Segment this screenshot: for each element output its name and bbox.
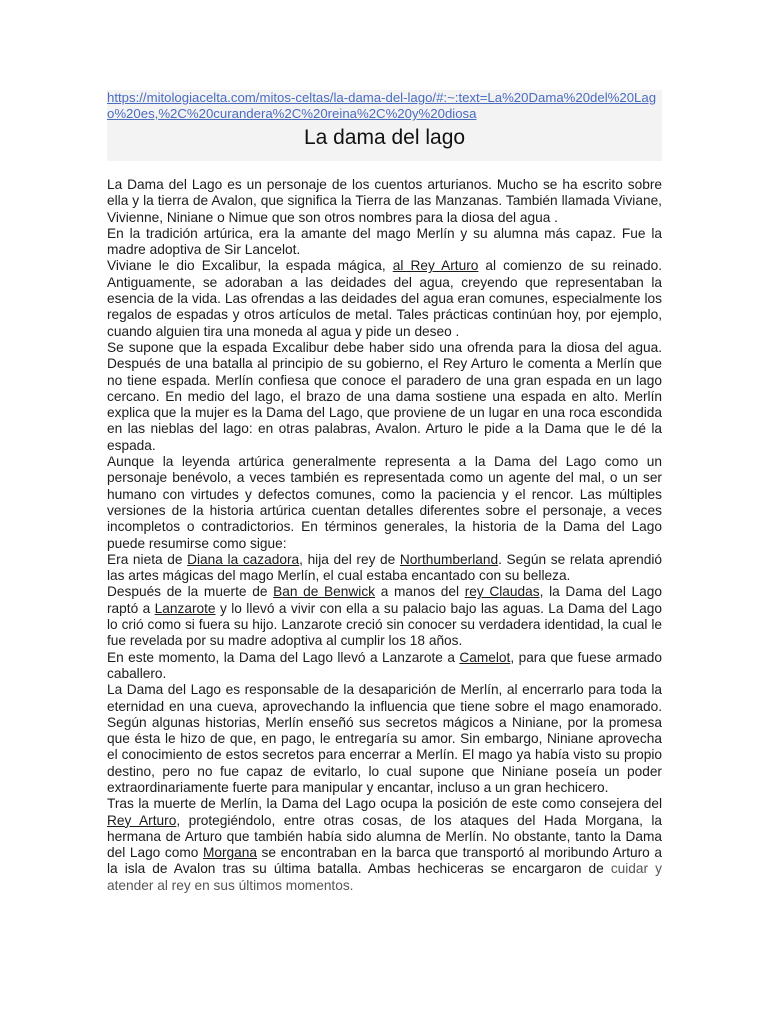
document-header xyxy=(107,90,662,161)
link-northumberland[interactable]: Northumberland xyxy=(399,551,499,567)
link-camelot[interactable]: Camelot xyxy=(459,649,511,665)
article-body xyxy=(107,177,662,894)
text-segment-muted: cuidar y atender al rey en sus últimos momentos. xyxy=(107,861,662,893)
text-segment: . Según se relata aprendió las artes mágicas del mago Merlín, el cual estaba encantado con su belleza. xyxy=(107,551,662,584)
paragraph-ban xyxy=(107,584,662,649)
link-morgana[interactable]: Morgana xyxy=(202,845,257,861)
text-segment: , la Dama del Lago raptó a xyxy=(107,584,662,616)
text-segment: , hija del rey de xyxy=(299,551,400,567)
paragraph-intro: La Dama del Lago es un personaje de los cuentos arturianos. Mucho se ha escrito sobre ella y la tierra de Avalon, que significa la Tierra de las Manzanas. También llamada Viviane, Vivienne, Niniane o Nimue que son otros nombres para la diosa del agua . xyxy=(107,177,662,225)
text-segment: , para que fuese armado caballero. xyxy=(107,649,663,681)
paragraph-leyenda: Aunque la leyenda artúrica generalmente representa a la Dama del Lago como un personaje benévolo, a veces también es representada como un agente del mal, o un ser humano con virtudes y defectos comunes, como la paciencia y el rencor. Las múltiples versiones de la historia artúrica cuentan detalles diferentes sobre el personaje, a veces incompletos o contradictorios. En términos generales, la historia de la Dama del Lago puede resumirse como sigue: xyxy=(107,454,662,551)
page-title: La dama del lago xyxy=(303,126,466,149)
paragraph-espada: Se supone que la espada Excalibur debe haber sido una ofrenda para la diosa del agua. Después de una batalla al principio de su gobierno, el Rey Arturo le comenta a Merlín que no tiene espada. Merlín confiesa que conoce el paradero de una gran espada en un lago cercano. En medio del lago, el brazo de una dama sostiene una espada en alto. Merlín explica que la mujer es la Dama del Lago, que proviene de un lugar en una roca escondida en las nieblas del lago: en otras palabras, Avalon. Arturo le pide a la Dama que le dé la espada. xyxy=(107,339,662,453)
paragraph-tradicion: En la tradición artúrica, era la amante del mago Merlín y su alumna más capaz. Fue la madre adoptiva de Sir Lancelot. xyxy=(107,225,662,258)
paragraph-nieta xyxy=(107,552,662,585)
text-segment: Después de la muerte de xyxy=(107,584,274,600)
text-segment: a manos del xyxy=(375,584,465,600)
source-url-link[interactable]: https://mitologiacelta.com/mitos-celtas/la-dama-del-lago/#:~:text=La%20Dama%20del%20Lago%20es,%2C%20curandera%2C%20reina%2C%20y%20diosa xyxy=(107,90,657,121)
text-segment: Viviane le dio Excalibur, la espada mágica, xyxy=(107,258,393,274)
paragraph-desaparicion: La Dama del Lago es responsable de la desaparición de Merlín, al encerrarlo para toda la eternidad en una cueva, aprovechando la influencia que tiene sobre el mago enamorado. Según algunas historias, Merlín enseñó sus secretos mágicos a Niniane, por la promesa que ésta le hizo de que, en pago, le entregaría su amor. Sin embargo, Niniane aprovecha el conocimiento de estos secretos para encerrar a Merlín. El mago ya había visto su propio destino, pero no fue capaz de evitarlo, lo cual supone que Niniane poseía un poder extraordinariamente fuerte para manipular y encantar, incluso a un gran hechicero. xyxy=(107,682,662,795)
link-lanzarote[interactable]: Lanzarote xyxy=(154,600,216,616)
text-segment: , protegiéndolo, entre otras cosas, de los ataques del Hada Morgana, la hermana de Arturo que también había sido alumna de Merlín. No obstante, tanto la Dama del Lago como xyxy=(107,812,662,861)
text-segment: Tras la muerte de Merlín, la Dama del Lago ocupa la posición de este como consejera del xyxy=(107,796,662,812)
text-segment: Era nieta de xyxy=(107,551,188,567)
paragraph-final xyxy=(107,796,662,894)
link-rey-claudas[interactable]: rey Claudas xyxy=(464,584,540,600)
link-diana-la-cazadora[interactable]: Diana la cazadora xyxy=(187,551,300,567)
text-segment: se encontraban en la barca que transportó al moribundo Arturo a la isla de Avalon tras su última batalla. Ambas hechiceras se encargaron de xyxy=(107,845,662,877)
link-rey-arturo[interactable]: al Rey Arturo xyxy=(392,258,479,274)
link-rey-arturo-2[interactable]: Rey Arturo xyxy=(107,812,177,828)
text-segment: y lo llevó a vivir con ella a su palacio bajo las aguas. La Dama del Lago lo crió como si fuera su hijo. Lanzarote creció sin conocer su verdadera identidad, la cual le fue revelada por su madre adoptiva al cumplir los 18 años. xyxy=(107,600,662,649)
paragraph-camelot xyxy=(107,650,662,683)
paragraph-excalibur xyxy=(107,258,662,339)
text-segment: En este momento, la Dama del Lago llevó a Lanzarote a xyxy=(107,649,460,665)
link-ban-de-benwick[interactable]: Ban de Benwick xyxy=(273,584,376,600)
text-segment: al comienzo de su reinado. Antiguamente, se adoraban a las deidades del agua, creyendo que representaban la esencia de la vida. Las ofrendas a las deidades del agua eran comunes, especialmente los regalos de espadas y otros artículos de metal. Tales prácticas continúan hoy, por ejemplo, cuando alguien tira una moneda al agua y pide un deseo . xyxy=(107,258,662,339)
